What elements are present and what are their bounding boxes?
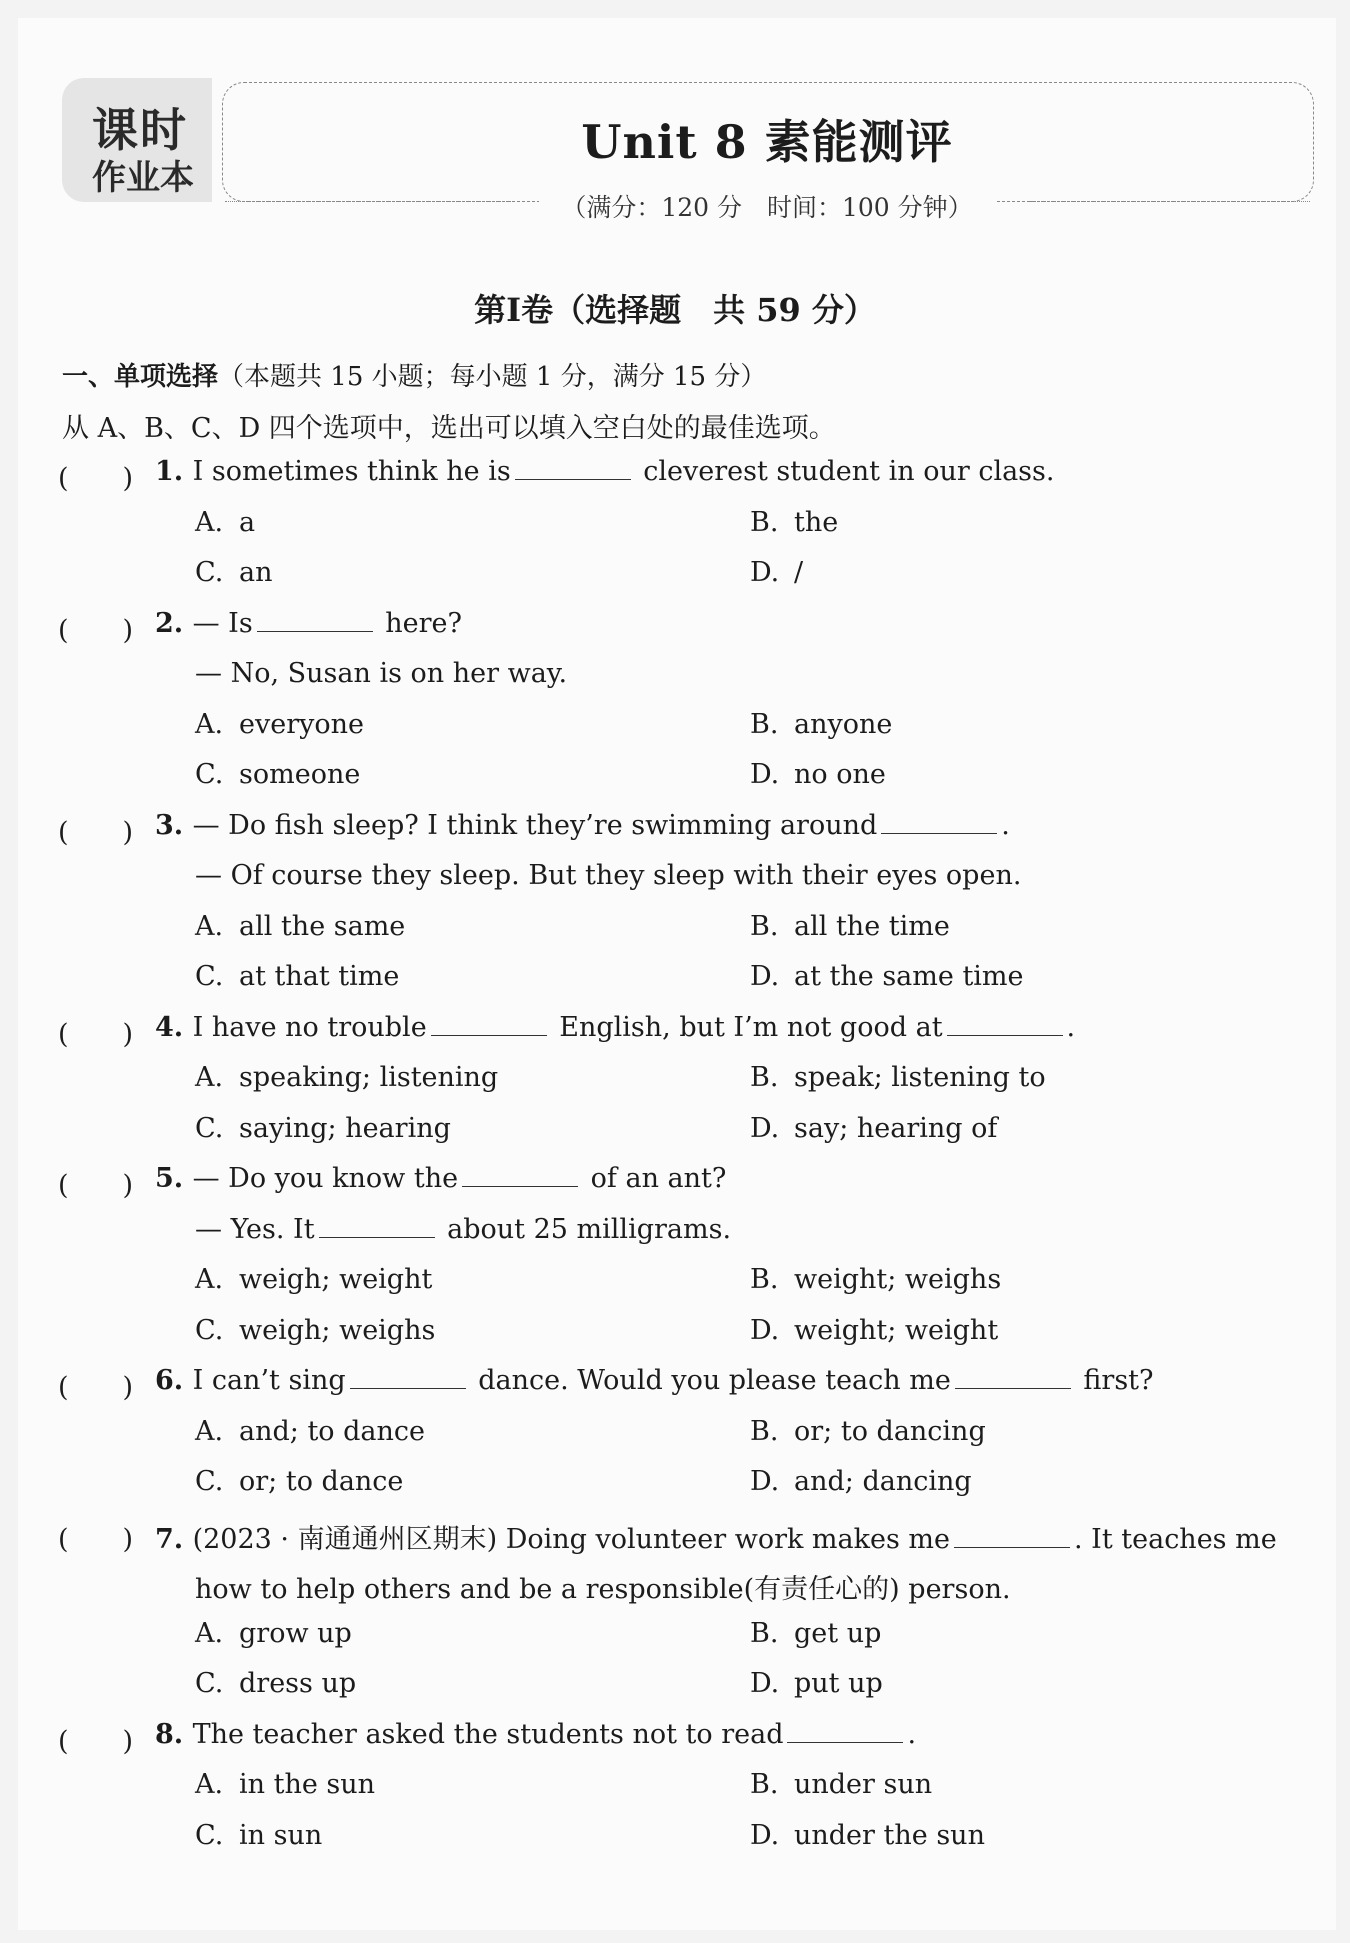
option-letter: C. <box>195 1314 224 1346</box>
option-letter: B. <box>750 1769 779 1800</box>
option-letter: D. <box>750 961 780 992</box>
option-a[interactable] <box>195 1618 352 1649</box>
option-letter: C. <box>195 961 224 992</box>
option-b[interactable] <box>750 1769 932 1800</box>
option-text: speak; listening to <box>794 1062 1046 1093</box>
question-text: — Do fish sleep? I think they’re swimming around <box>192 809 878 841</box>
answer-blank <box>947 1015 1063 1036</box>
question-text: how to help others and be a responsible(有责任心的) person. <box>195 1574 1011 1605</box>
option-a[interactable] <box>195 1264 432 1295</box>
answer-blank <box>954 1527 1070 1548</box>
option-b[interactable] <box>750 1618 881 1649</box>
option-text: grow up <box>239 1617 352 1649</box>
answer-blank <box>462 1166 578 1187</box>
option-letter: A. <box>195 1617 224 1649</box>
option-text: or; to dance <box>239 1466 404 1497</box>
option-letter: C. <box>195 1466 224 1497</box>
question-text: dance. Would you please teach me <box>469 1365 951 1396</box>
option-letter: B. <box>750 708 779 740</box>
question-text: of an ant? <box>582 1163 727 1194</box>
logo-line1: 课时 <box>92 103 188 157</box>
question-line <box>155 1517 1305 1556</box>
option-c[interactable] <box>195 759 360 790</box>
option-text: weight; weighs <box>794 1264 1002 1295</box>
question-line <box>155 1163 726 1194</box>
answer-slot[interactable]: ( ) <box>58 1523 134 1555</box>
question-text: . It teaches me <box>1074 1523 1277 1555</box>
option-letter: B. <box>750 1617 779 1649</box>
option-letter: A. <box>195 1415 224 1447</box>
option-text: under the sun <box>794 1819 985 1851</box>
question-line <box>155 1365 1154 1396</box>
answer-blank <box>319 1217 435 1238</box>
option-text: an <box>239 557 273 588</box>
answer-blank <box>787 1722 903 1743</box>
option-a[interactable] <box>195 507 255 538</box>
question-line <box>155 1719 916 1750</box>
question-text: — No, Susan is on her way. <box>195 658 568 689</box>
option-letter: C. <box>195 759 224 790</box>
option-a[interactable] <box>195 1062 498 1093</box>
option-a[interactable] <box>195 709 364 740</box>
question-text: I have no trouble <box>192 1011 427 1043</box>
logo-line2: 作业本 <box>92 158 194 198</box>
option-letter: D. <box>750 1112 780 1144</box>
answer-slot[interactable]: ( ) <box>58 1725 134 1757</box>
question-text: here? <box>376 607 463 639</box>
option-letter: B. <box>750 910 779 942</box>
option-text: weigh; weight <box>239 1264 433 1295</box>
question-text: . <box>1001 809 1010 841</box>
question-text: cleverest student in our class. <box>634 456 1055 487</box>
option-letter: C. <box>195 557 224 588</box>
answer-slot[interactable]: ( ) <box>58 1170 134 1201</box>
option-text: dress up <box>239 1668 357 1699</box>
option-d[interactable] <box>750 1466 972 1497</box>
answer-blank <box>350 1368 466 1389</box>
part-heading-label: 一、单项选择 <box>62 362 219 392</box>
question-text: . <box>907 1718 917 1750</box>
part-heading <box>62 356 766 393</box>
option-letter: C. <box>195 1668 224 1699</box>
answer-slot[interactable]: ( ) <box>58 463 134 494</box>
option-text: weigh; weighs <box>239 1314 436 1346</box>
option-letter: B. <box>750 1415 779 1447</box>
option-c[interactable] <box>195 961 399 992</box>
brand-logo <box>62 78 212 202</box>
option-c[interactable] <box>195 1466 403 1497</box>
option-text: saying; hearing <box>239 1112 451 1144</box>
option-a[interactable] <box>195 1769 375 1800</box>
option-letter: D. <box>750 1668 780 1699</box>
question-number: 8. <box>155 1718 193 1750</box>
option-letter: B. <box>750 1062 779 1093</box>
question-text: — Do you know the <box>192 1163 459 1194</box>
question-text: English, but I’m not good at <box>550 1011 943 1043</box>
question-line <box>195 1214 731 1245</box>
option-letter: C. <box>195 1819 224 1851</box>
option-text: all the time <box>794 910 950 942</box>
option-d[interactable] <box>750 961 1024 992</box>
option-text: and; to dance <box>239 1415 426 1447</box>
option-c[interactable] <box>195 1315 435 1346</box>
question-text: first? <box>1074 1365 1154 1396</box>
question-line <box>195 1567 1011 1606</box>
part-instruction: 从 A、B、C、D 四个选项中，选出可以填入空白处的最佳选项。 <box>62 413 836 444</box>
option-text: someone <box>239 759 361 790</box>
option-b[interactable] <box>750 1264 1001 1295</box>
option-text: under sun <box>794 1769 933 1800</box>
answer-blank <box>431 1015 547 1036</box>
option-letter: D. <box>750 759 780 790</box>
option-text: and; dancing <box>794 1466 972 1497</box>
page-title: Unit 8 素能测评 <box>581 115 953 169</box>
answer-blank <box>515 459 631 480</box>
option-d[interactable] <box>750 759 886 790</box>
question-text: about 25 milligrams. <box>438 1213 732 1245</box>
option-c[interactable] <box>195 557 273 588</box>
option-b[interactable] <box>750 1416 986 1447</box>
answer-slot[interactable]: ( ) <box>58 614 134 646</box>
question-line <box>195 658 567 689</box>
question-number: 6. <box>155 1365 193 1396</box>
option-letter: B. <box>750 1264 779 1295</box>
question-text: I sometimes think he is <box>192 456 511 487</box>
question-number: 2. <box>155 607 193 639</box>
question-text: — Yes. It <box>195 1213 315 1245</box>
option-letter: A. <box>195 708 224 740</box>
score-time-info <box>222 188 1312 224</box>
option-text: weight; weight <box>794 1314 999 1346</box>
question-text: . <box>1066 1011 1076 1043</box>
question-text: — Of course they sleep. But they sleep with their eyes open. <box>195 860 1022 891</box>
option-d[interactable] <box>750 1668 883 1699</box>
question-line <box>155 810 1010 841</box>
option-d[interactable] <box>750 557 803 588</box>
score-time-text: （满分：120 分 时间：100 分钟） <box>539 193 994 222</box>
option-letter: A. <box>195 1062 224 1093</box>
option-letter: D. <box>750 1466 780 1497</box>
option-letter: A. <box>195 506 224 538</box>
option-text: all the same <box>239 910 406 942</box>
option-text: or; to dancing <box>794 1415 986 1447</box>
question-number: 3. <box>155 809 193 841</box>
option-letter: D. <box>750 1314 780 1346</box>
question-line <box>195 860 1021 891</box>
section-title: 第Ⅰ卷（选择题 共 59 分） <box>474 291 876 329</box>
option-text: put up <box>794 1668 883 1699</box>
answer-slot[interactable]: ( ) <box>58 816 134 848</box>
option-b[interactable] <box>750 507 838 538</box>
option-text: / <box>794 557 804 588</box>
option-c[interactable] <box>195 1820 322 1851</box>
question-number: 7. <box>155 1523 193 1555</box>
option-letter: C. <box>195 1112 224 1144</box>
option-text: in the sun <box>239 1769 376 1800</box>
option-d[interactable] <box>750 1113 997 1144</box>
question-text: — Is <box>192 607 253 639</box>
option-c[interactable] <box>195 1113 451 1144</box>
option-text: speaking; listening <box>239 1062 499 1093</box>
option-text: in sun <box>239 1819 323 1851</box>
option-b[interactable] <box>750 911 950 942</box>
option-a[interactable] <box>195 911 405 942</box>
option-text: at that time <box>239 961 400 992</box>
answer-blank <box>257 611 373 632</box>
option-text: a <box>239 506 256 538</box>
option-text: no one <box>794 759 886 790</box>
option-d[interactable] <box>750 1820 985 1851</box>
part-heading-note: （本题共 15 小题；每小题 1 分，满分 15 分） <box>218 362 767 392</box>
question-text: I can’t sing <box>192 1365 346 1396</box>
option-d[interactable] <box>750 1315 998 1346</box>
option-b[interactable] <box>750 709 892 740</box>
option-text: say; hearing of <box>794 1112 998 1144</box>
option-letter: D. <box>750 1819 780 1851</box>
option-text: everyone <box>239 708 364 740</box>
answer-blank <box>955 1368 1071 1389</box>
question-text: The teacher asked the students not to read <box>192 1718 784 1750</box>
question-number: 5. <box>155 1163 193 1194</box>
option-b[interactable] <box>750 1062 1046 1093</box>
question-text: (2023 · 南通通州区期末) Doing volunteer work makes me <box>192 1523 950 1555</box>
option-letter: D. <box>750 557 780 588</box>
option-text: anyone <box>794 708 893 740</box>
option-letter: A. <box>195 1264 224 1295</box>
question-line <box>155 1012 1075 1043</box>
option-text: the <box>794 506 839 538</box>
option-c[interactable] <box>195 1668 356 1699</box>
option-text: get up <box>794 1617 882 1649</box>
option-letter: B. <box>750 506 779 538</box>
answer-slot[interactable]: ( ) <box>58 1372 134 1403</box>
answer-slot[interactable]: ( ) <box>58 1018 134 1050</box>
option-letter: A. <box>195 910 224 942</box>
option-text: at the same time <box>794 961 1024 992</box>
option-letter: A. <box>195 1769 224 1800</box>
option-a[interactable] <box>195 1416 425 1447</box>
answer-blank <box>881 813 997 834</box>
question-line <box>155 456 1054 487</box>
question-number: 4. <box>155 1011 193 1043</box>
question-line <box>155 608 462 639</box>
question-number: 1. <box>155 456 193 487</box>
